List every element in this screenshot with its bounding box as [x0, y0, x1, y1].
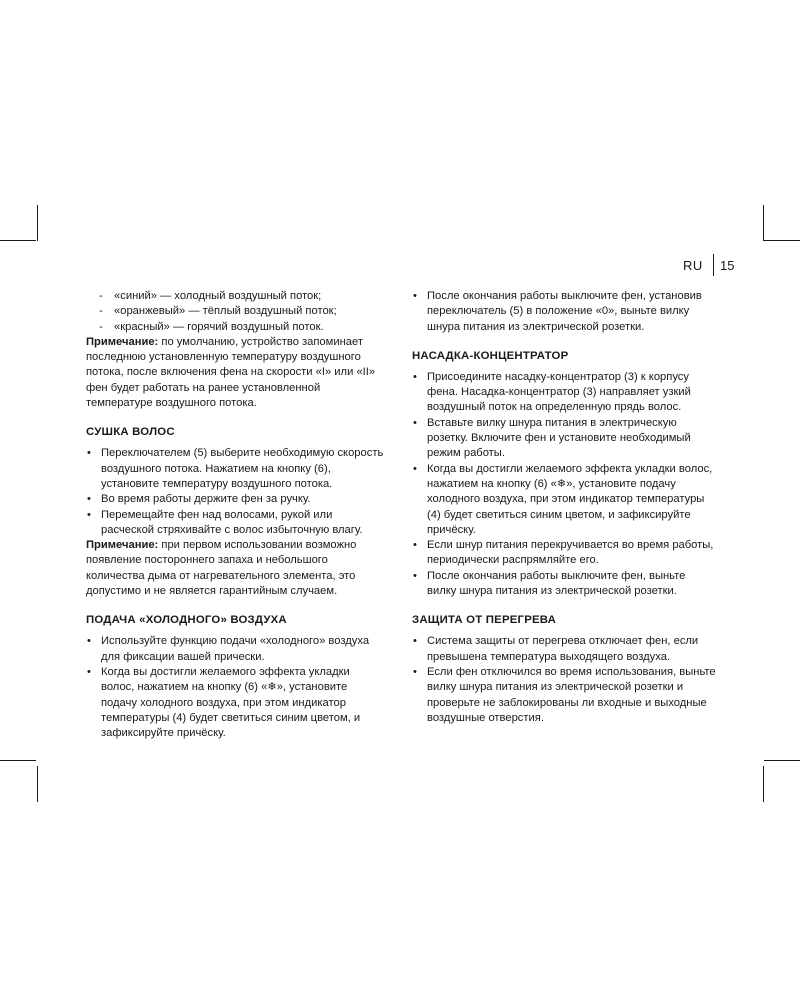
- note-text: при первом использовании возможно появление постороннего запаха и небольшого количества дыма от нагревательного элемента, это допустимо и не является гарантийным случаем.: [86, 539, 357, 598]
- list-item: • Присоедините насадку-концентратор (3) к корпусу фена. Насадка-концентратор (3) направляет узкий воздушный поток на определенную прядь волос.: [412, 370, 717, 416]
- list-item: • Когда вы достигли желаемого эффекта укладки волос, нажатием на кнопку (6) «❄», установите подачу холодного воздуха, при этом индикатор температуры (4) будет светиться синим цветом, и зафиксируйте причёску.: [86, 665, 386, 741]
- list-item: • Переключателем (5) выберите необходимую скорость воздушного потока. Нажатием на кнопку (6), установите температуру воздушного потока.: [86, 446, 386, 492]
- list-item: • После окончания работы выключите фен, выньте вилку шнура питания из электрической розетки.: [412, 569, 717, 600]
- crop-mark: [764, 760, 800, 761]
- page-number: 15: [720, 258, 735, 273]
- crop-mark: [763, 766, 764, 802]
- list-item: • Если фен отключился во время использования, выньте вилку шнура питания из электрической розетки и проверьте не заблокированы ли входные и выходные воздушные отверстия.: [412, 665, 717, 726]
- note-paragraph: [86, 335, 386, 411]
- crop-mark: [0, 240, 36, 241]
- note-label: Примечание:: [86, 539, 159, 552]
- list-item: • Если шнур питания перекручивается во время работы, периодически распрямляйте его.: [412, 538, 717, 569]
- section-title: ПОДАЧА «ХОЛОДНОГО» ВОЗДУХА: [86, 614, 287, 627]
- list-item: • Вставьте вилку шнура питания в электрическую розетку. Включите фен и установите необходимый режим работы.: [412, 416, 717, 462]
- note-label: Примечание:: [86, 335, 159, 348]
- crop-mark: [0, 760, 36, 761]
- list-item: • Когда вы достигли желаемого эффекта укладки волос, нажатием на кнопку (6) «❄», установите подачу холодного воздуха, при этом индикатор температуры (4) будет светиться синим цветом, и зафиксируйте причёску.: [412, 462, 717, 538]
- language-code: RU: [683, 258, 703, 273]
- header-divider: [713, 254, 714, 276]
- list-item: - «красный» — горячий воздушный поток.: [86, 320, 386, 335]
- crop-mark: [37, 205, 38, 241]
- list-item: • Используйте функцию подачи «холодного» воздуха для фиксации вашей прически.: [86, 634, 386, 665]
- list-item: - «синий» — холодный воздушный поток;: [86, 289, 386, 304]
- section-title: НАСАДКА-КОНЦЕНТРАТОР: [412, 349, 569, 362]
- left-column: [86, 289, 386, 741]
- list-item: - «оранжевый» — тёплый воздушный поток;: [86, 304, 386, 319]
- note-paragraph: [86, 538, 386, 599]
- note-text: по умолчанию, устройство запоминает последнюю установленную температуру воздушного потока, после включения фена на скорости «I» или «II» фен будет работать на ранее установленной температуре воздушного потока.: [86, 335, 376, 410]
- crop-mark: [764, 240, 800, 241]
- list-item: • Перемещайте фен над волосами, рукой или расческой стряхивайте с волос избыточную влагу.: [86, 508, 386, 539]
- list-item: • Во время работы держите фен за ручку.: [86, 492, 386, 507]
- section-title: СУШКА ВОЛОС: [86, 426, 175, 439]
- list-item: • После окончания работы выключите фен, установив переключатель (5) в положение «0», выньте вилку шнура питания из электрической розетки.: [412, 289, 717, 335]
- right-column: [412, 289, 717, 726]
- crop-mark: [763, 205, 764, 241]
- list-item: • Система защиты от перегрева отключает фен, если превышена температура выходящего воздуха.: [412, 634, 717, 665]
- crop-mark: [37, 766, 38, 802]
- section-title: ЗАЩИТА ОТ ПЕРЕГРЕВА: [412, 614, 557, 627]
